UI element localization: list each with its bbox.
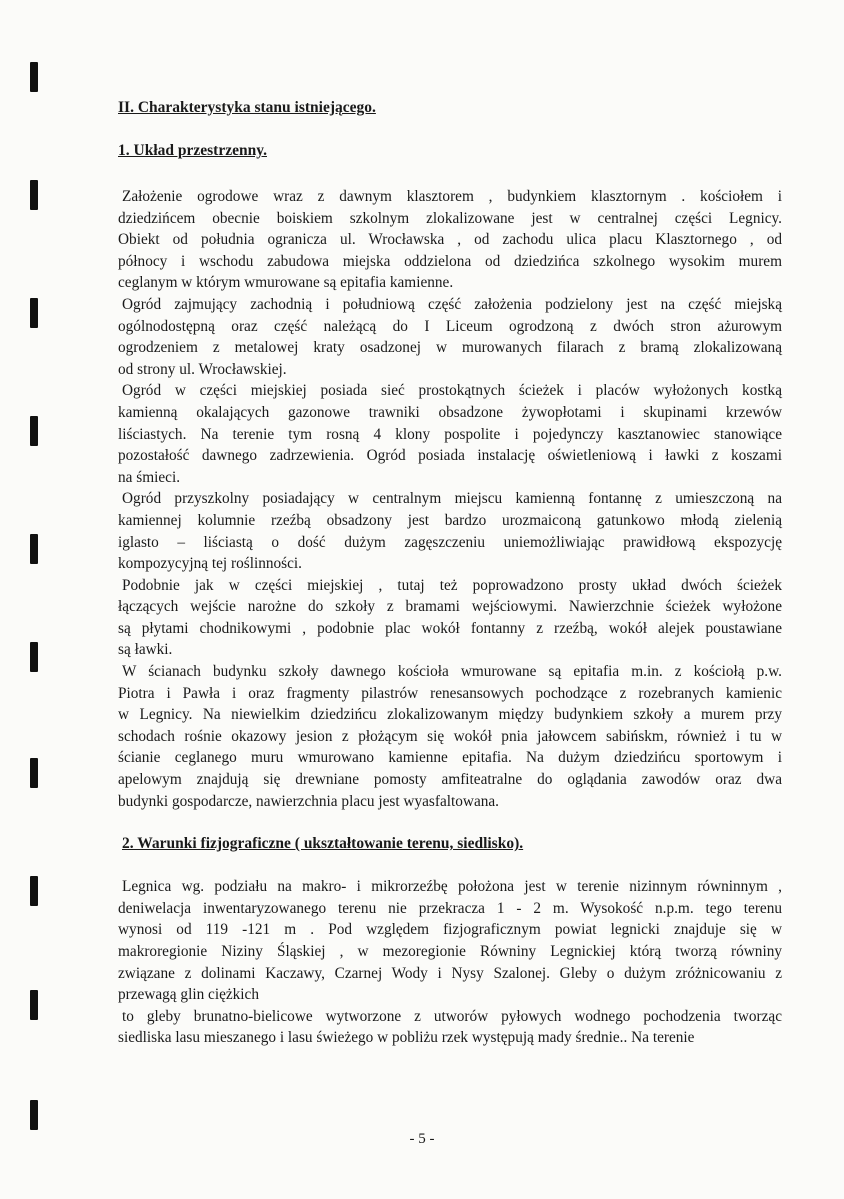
text-line: łączących wejście narożne do szkoły z bramami wejściowymi. Nawierzchnie ścieżek wyłożone <box>118 598 782 616</box>
text-line: to gleby brunatno-bielicowe wytworzone z utworów pyłowych wodnego pochodzenia tworząc <box>122 1007 782 1025</box>
text-line: związane z dolinami Kaczawy, Czarnej Wody i Nysy Szalonej. Gleby o dużym zróżnicowaniu z <box>118 964 782 982</box>
punch-hole-mark <box>30 534 38 564</box>
text-line: północy i wschodu zabudowa miejska oddzielona od dziedzińca szkolnego wysokim murem <box>118 252 782 270</box>
subsection-title: 1. Układ przestrzenny. <box>118 142 267 159</box>
punch-hole-mark <box>30 758 38 788</box>
paragraph <box>118 186 782 294</box>
text-line: schodach rośnie okazowy jesion z płożącym się wokół pnia jałowcem sabińskm, również i tu w <box>118 727 782 745</box>
subsection-2-text <box>118 876 782 1049</box>
punch-hole-mark <box>30 62 38 92</box>
text-line: kompozycyjną tej roślinności. <box>118 555 302 573</box>
text-line: kamiennej kolumnie rzeźbą obsadzony jest bardzo urozmaiconą gatunkowo młodą zielenią <box>118 511 782 529</box>
text-line: kamienną okalających gazonowe trawniki obsadzone żywopłotami i skupinami krzewów <box>118 403 782 421</box>
text-line: apelowym znajdują się drewniane pomosty amfiteatralne do oglądania zawodów oraz dwa <box>118 771 782 789</box>
subsection-title: 2. Warunki fizjograficzne ( ukształtowanie terenu, siedlisko). <box>122 835 524 853</box>
paragraph <box>118 294 782 380</box>
text-line: Piotra i Pawła i oraz fragmenty pilastrów renesansowych pochodzące z rozebranych kamienic <box>118 684 782 702</box>
text-line: budynki gospodarcze, nawierzchnia placu jest wyasfaltowana. <box>118 792 500 810</box>
text-line: Założenie ogrodowe wraz z dawnym klasztorem , budynkiem klasztornym . kościołem i <box>122 188 782 205</box>
document-body <box>118 98 782 1049</box>
punch-hole-mark <box>30 298 38 328</box>
text-line: na śmieci. <box>118 468 181 486</box>
text-line: są płytami chodnikowymi , podobnie plac wokół fontanny z rzeźbą, wokół alejek poustawiane <box>118 619 782 637</box>
paragraph <box>118 575 782 661</box>
punch-hole-mark <box>30 876 38 906</box>
text-line: wynosi od 119 -121 m . Pod względem fizjograficznym powiat legnicki znajduje się w <box>118 921 782 939</box>
text-line: Podobnie jak w części miejskiej , tutaj też poprowadzono prosty układ dwóch ścieżek <box>122 576 782 594</box>
punch-hole-mark <box>30 642 38 672</box>
subsection-1-text <box>118 186 782 812</box>
text-line: przewagą glin ciężkich <box>118 986 259 1004</box>
text-line: Legnica wg. podziału na makro- i mikrorzeźbę położona jest w terenie nizinnym równinnym , <box>122 878 782 896</box>
text-line: W ścianach budynku szkoły dawnego kościoła wmurowane są epitafia m.in. z kościołą p.w. <box>122 663 782 681</box>
punch-hole-mark <box>30 180 38 210</box>
punch-hole-mark <box>30 990 38 1020</box>
text-line: od strony ul. Wrocławskiej. <box>118 360 287 378</box>
paragraph <box>118 488 782 574</box>
text-line: liściastych. Na terenie tym rosną 4 klony pospolite i pojedynczy kasztanowiec stanowiące <box>118 425 782 443</box>
paragraph <box>118 1006 782 1049</box>
page-number: - 5 - <box>409 1131 435 1147</box>
text-line: w Legnicy. Na niewielkim dziedzińcu zlokalizowanym między budynkiem szkoły a murem przy <box>118 706 782 724</box>
text-line: makroregionie Niziny Śląskiej , w mezoregionie Równiny Legnickiej którą tworzą równiny <box>118 943 782 960</box>
text-line: są ławki. <box>118 641 173 659</box>
text-line: pozostałość dawnego zadrzewienia. Ogród posiada instalację oświetleniową i ławki z koszami <box>118 447 782 465</box>
text-line: Ogród zajmujący zachodnią i południową część założenia podzielony jest na część miejską <box>122 295 782 313</box>
punch-hole-mark <box>30 1100 38 1130</box>
text-line: Ogród w części miejskiej posiada sieć prostokątnych ścieżek i placów wyłożonych kostką <box>122 382 782 400</box>
text-line: dziedzińcem obecnie boiskiem szkolnym zlokalizowane jest w centralnej części Legnicy. <box>118 209 782 227</box>
text-line: iglasto – liściastą o dość dużym zagęszczeniu uniemożliwiając prawidłową ekspozycję <box>118 533 782 551</box>
text-line: ogrodzeniem z metalowej kraty osadzonej w murowanych filarach z bramą zlokalizowaną <box>118 339 782 357</box>
punch-hole-mark <box>30 416 38 446</box>
paragraph <box>118 380 782 488</box>
text-line: ścianie ceglanego muru wmurowano kamienne epitafia. Na dużym dziedzińcu sportowym i <box>118 749 782 767</box>
section-title: II. Charakterystyka stanu istniejącego. <box>118 99 376 116</box>
text-line: ogólnodostępną oraz część należącą do I Liceum ogrodzoną z dwóch stron ażurowym <box>118 317 782 335</box>
text-line: Ogród przyszkolny posiadający w centralnym miejscu kamienną fontannę z umieszczoną na <box>122 490 782 508</box>
text-line: siedliska lasu mieszanego i lasu świeżego w pobliżu rzek występują mady średnie.. Na terenie <box>118 1029 695 1047</box>
text-line: ceglanym w którym wmurowane są epitafia kamienne. <box>118 274 454 292</box>
paragraph <box>118 661 782 812</box>
text-line: deniwelacja inwentaryzowanego terenu nie przekracza 1 - 2 m. Wysokość n.p.m. tego terenu <box>118 899 782 917</box>
paragraph <box>118 876 782 1006</box>
text-line: Obiekt od południa ogranicza ul. Wrocławska , od zachodu ulica placu Klasztornego , od <box>118 231 782 249</box>
